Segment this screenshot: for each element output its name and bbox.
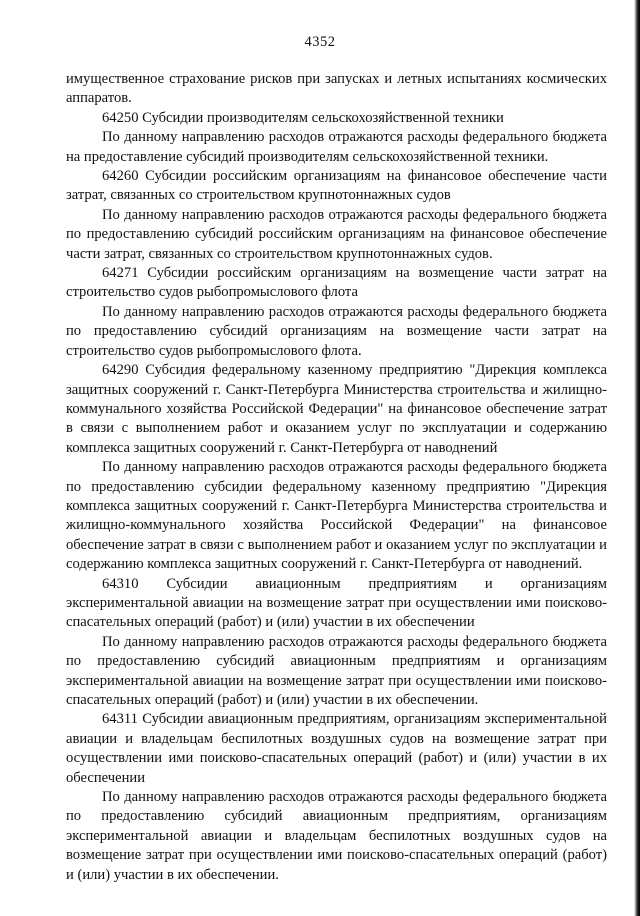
section-heading: 64310 Субсидии авиационным предприятиям и организациям экспериментальной авиации на возмещение затрат при осуществлении ими поисково-спасательных операций (работ) и (или) участии в их обеспечении [66,575,607,631]
paragraph: имущественное страхование рисков при запусках и летных испытаниях космических аппаратов. [66,71,607,107]
paragraph: По данному направлению расходов отражаются расходы федерального бюджета по предоставлению субсидий авиационным предприятиям, организациям экспериментальной авиации и владельцам беспилотных воздушных судов на возмещение затрат при осуществлении ими поисково-спасательных операций (работ) и (или) участии в их обеспечении. [66,789,607,883]
page-number: 4352 [304,34,336,50]
section-heading: 64271 Субсидии российским организациям на возмещение части затрат на строительство судов рыбопромыслового флота [66,265,607,301]
section-heading: 64260 Субсидии российским организациям на финансовое обеспечение части затрат, связанных со строительством крупнотоннажных судов [66,168,607,204]
scan-edge [634,0,640,916]
section-heading: 64311 Субсидии авиационным предприятиям, организациям экспериментальной авиации и владельцам беспилотных воздушных судов на возмещение затрат при осуществлении ими поисково-спасательных операций (работ) и (или) участии в их обеспечении [66,711,607,786]
section-heading: 64290 Субсидия федеральному казенному предприятию "Дирекция комплекса защитных сооружений г. Санкт-Петербурга Министерства строительства и жилищно-коммунального хозяйства Российской Федерации" на финансовое обеспечение затрат в связи с выполнением работ и оказанием услуг по эксплуатации и содержанию комплекса защитных сооружений г. Санкт-Петербурга от наводнений [66,362,607,456]
paragraph: По данному направлению расходов отражаются расходы федерального бюджета на предоставление субсидий производителям сельскохозяйственной техники. [66,129,607,165]
document-body [66,70,607,885]
section-heading: 64250 Субсидии производителям сельскохозяйственной техники [102,109,504,126]
paragraph: По данному направлению расходов отражаются расходы федерального бюджета по предоставлению субсидии федеральному казенному предприятию "Дирекция комплекса защитных сооружений г. Санкт-Петербурга Министерства строительства и жилищно-коммунального хозяйства Российской Федерации" на финансовое обеспечение затрат в связи с выполнением работ и оказанием услуг по эксплуатации и содержанию комплекса защитных сооружений г. Санкт-Петербурга от наводнений. [66,459,607,573]
paragraph: По данному направлению расходов отражаются расходы федерального бюджета по предоставлению субсидий российским организациям на финансовое обеспечение части затрат, связанных со строительством крупнотоннажных судов. [66,206,607,262]
paragraph: По данному направлению расходов отражаются расходы федерального бюджета по предоставлению субсидий авиационным предприятиям и организациям экспериментальной авиации на возмещение затрат при осуществлении ими поисково-спасательных операций (работ) и (или) участии в их обеспечении. [66,633,607,708]
paragraph: По данному направлению расходов отражаются расходы федерального бюджета по предоставлению субсидий организациям на возмещение части затрат на строительство судов рыбопромыслового флота. [66,303,607,359]
